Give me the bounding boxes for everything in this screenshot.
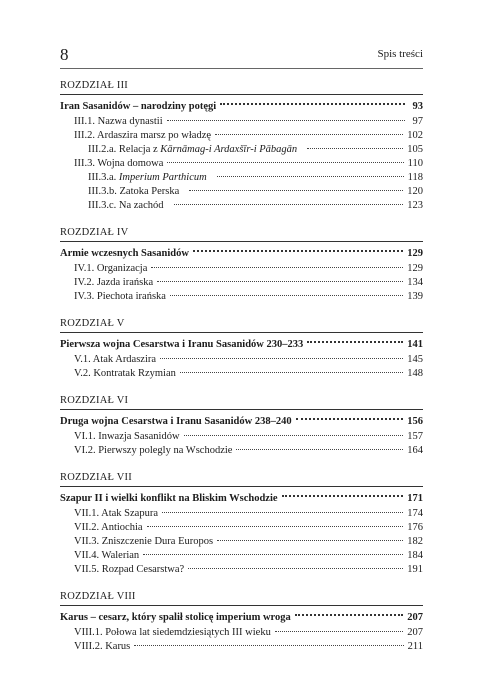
dot-leader bbox=[147, 526, 404, 527]
page-ref: 102 bbox=[407, 130, 423, 141]
page-ref: 156 bbox=[407, 416, 423, 427]
dot-leader bbox=[162, 512, 403, 513]
table-of-contents bbox=[60, 79, 423, 667]
toc-entry bbox=[60, 444, 423, 458]
page-ref: 157 bbox=[407, 431, 423, 442]
chapter-6 bbox=[60, 394, 423, 458]
chapter-rule bbox=[60, 605, 423, 606]
chapter-7 bbox=[60, 471, 423, 577]
dot-leader bbox=[151, 267, 403, 268]
entry-text: VII.4. Walerian bbox=[74, 550, 140, 561]
page-ref: 211 bbox=[407, 641, 423, 652]
chapter-title-row bbox=[60, 413, 423, 430]
page-ref: 176 bbox=[407, 522, 423, 533]
entry-text: III.3. Wojna domowa bbox=[74, 158, 164, 169]
chapter-4 bbox=[60, 226, 423, 304]
entry-text: IV.1. Organizacja bbox=[74, 263, 148, 274]
dot-leader bbox=[295, 614, 403, 616]
toc-entry bbox=[60, 199, 423, 213]
chapter-title-row bbox=[60, 609, 423, 626]
toc-entry bbox=[60, 262, 423, 276]
entry-text: VII.5. Rozpad Cesarstwa? bbox=[74, 564, 185, 575]
dot-leader bbox=[217, 540, 403, 541]
page-ref: 118 bbox=[407, 172, 423, 183]
toc-entry bbox=[60, 549, 423, 563]
toc-entry bbox=[60, 171, 423, 185]
dot-leader bbox=[307, 341, 403, 343]
entry-text: III.2. Ardaszira marsz po władzę bbox=[74, 130, 212, 141]
dot-leader bbox=[236, 449, 403, 450]
dot-leader bbox=[134, 645, 403, 646]
entry-text: V.1. Atak Ardaszira bbox=[74, 354, 157, 365]
chapter-title: Armie wczesnych Sasanidów bbox=[60, 248, 189, 259]
toc-entry bbox=[60, 521, 423, 535]
toc-entry bbox=[60, 129, 423, 143]
toc-entry bbox=[60, 157, 423, 171]
toc-entry bbox=[60, 143, 423, 157]
chapter-rule bbox=[60, 241, 423, 242]
toc-entry bbox=[60, 640, 423, 654]
page-ref: 145 bbox=[407, 354, 423, 365]
chapter-title: Druga wojna Cesarstwa i Iranu Sasanidów 238–240 bbox=[60, 416, 292, 427]
chapter-label: ROZDZIAŁ VII bbox=[60, 472, 132, 483]
chapter-label: ROZDZIAŁ V bbox=[60, 318, 125, 329]
page-ref: 123 bbox=[407, 200, 423, 211]
toc-entry bbox=[60, 367, 423, 381]
dot-leader bbox=[167, 120, 405, 121]
running-title: Spis treści bbox=[377, 48, 423, 60]
dot-leader bbox=[220, 103, 405, 105]
page-ref: 129 bbox=[407, 248, 423, 259]
dot-leader bbox=[167, 162, 403, 163]
entry-text: III.3.a. Imperium Parthicum bbox=[88, 172, 207, 183]
dot-leader bbox=[282, 495, 404, 497]
chapter-5 bbox=[60, 317, 423, 381]
page-ref: 171 bbox=[407, 493, 423, 504]
page-number: 8 bbox=[60, 45, 69, 64]
entry-text: VII.2. Antiochia bbox=[74, 522, 143, 533]
toc-entry bbox=[60, 563, 423, 577]
page-header bbox=[60, 45, 423, 67]
chapter-8 bbox=[60, 590, 423, 654]
dot-leader bbox=[180, 372, 403, 373]
page-ref: 182 bbox=[407, 536, 423, 547]
page-ref: 129 bbox=[407, 263, 423, 274]
dot-leader bbox=[170, 295, 403, 296]
entry-text: VI.1. Inwazja Sasanidów bbox=[74, 431, 180, 442]
page-ref: 148 bbox=[407, 368, 423, 379]
entry-text: VII.1. Atak Szapura bbox=[74, 508, 158, 519]
page-ref: 139 bbox=[407, 291, 423, 302]
page-ref: 105 bbox=[407, 144, 423, 155]
chapter-title: Karus – cesarz, który spalił stolicę imperium wroga bbox=[60, 612, 291, 623]
page-ref: 134 bbox=[407, 277, 423, 288]
chapter-title-row bbox=[60, 98, 423, 115]
toc-entry bbox=[60, 535, 423, 549]
header-rule bbox=[60, 68, 423, 69]
page-ref: 191 bbox=[407, 564, 423, 575]
page-ref: 141 bbox=[407, 339, 423, 350]
page-ref: 120 bbox=[407, 186, 423, 197]
toc-entry bbox=[60, 626, 423, 640]
dot-leader bbox=[275, 631, 403, 632]
page-ref: 207 bbox=[407, 627, 423, 638]
chapter-title-row bbox=[60, 490, 423, 507]
page-ref: 97 bbox=[412, 116, 423, 127]
chapter-label: ROZDZIAŁ VI bbox=[60, 395, 129, 406]
toc-entry bbox=[60, 353, 423, 367]
page-ref: 184 bbox=[407, 550, 423, 561]
dot-leader bbox=[189, 190, 403, 191]
dot-leader bbox=[184, 435, 404, 436]
entry-text: VIII.2. Karus bbox=[74, 641, 131, 652]
entry-text: IV.2. Jazda irańska bbox=[74, 277, 154, 288]
page-ref: 110 bbox=[407, 158, 423, 169]
dot-leader bbox=[160, 358, 403, 359]
chapter-title-row bbox=[60, 245, 423, 262]
entry-text: VII.3. Zniszczenie Dura Europos bbox=[74, 536, 214, 547]
page-ref: 93 bbox=[412, 101, 423, 112]
chapter-label: ROZDZIAŁ IV bbox=[60, 227, 129, 238]
chapter-3 bbox=[60, 79, 423, 213]
page-ref: 207 bbox=[407, 612, 423, 623]
chapter-rule bbox=[60, 486, 423, 487]
toc-entry bbox=[60, 276, 423, 290]
entry-text: VI.2. Pierwszy polegly na Wschodzie bbox=[74, 445, 233, 456]
dot-leader bbox=[188, 568, 403, 569]
chapter-title: Pierwsza wojna Cesarstwa i Iranu Sasanidów 230–233 bbox=[60, 339, 304, 350]
chapter-rule bbox=[60, 332, 423, 333]
entry-text: III.3.b. Zatoka Perska bbox=[88, 186, 180, 197]
entry-text: IV.3. Piechota irańska bbox=[74, 291, 166, 302]
entry-text: VIII.1. Połowa lat siedemdziesiątych III wieku bbox=[74, 627, 271, 638]
toc-entry bbox=[60, 115, 423, 129]
entry-text: III.3.c. Na zachód bbox=[88, 200, 164, 211]
toc-entry bbox=[60, 290, 423, 304]
chapter-label: ROZDZIAŁ III bbox=[60, 80, 129, 91]
chapter-title: Iran Sasanidów – narodziny potęgi bbox=[60, 101, 217, 112]
toc-entry bbox=[60, 185, 423, 199]
dot-leader bbox=[296, 418, 404, 420]
dot-leader bbox=[157, 281, 403, 282]
dot-leader bbox=[143, 554, 403, 555]
dot-leader bbox=[215, 134, 403, 135]
page-ref: 174 bbox=[407, 508, 423, 519]
entry-text: V.2. Kontratak Rzymian bbox=[74, 368, 176, 379]
dot-leader bbox=[307, 148, 403, 149]
toc-entry bbox=[60, 430, 423, 444]
toc-entry bbox=[60, 507, 423, 521]
chapter-rule bbox=[60, 409, 423, 410]
dot-leader bbox=[193, 250, 403, 252]
page-ref: 164 bbox=[407, 445, 423, 456]
chapter-title-row bbox=[60, 336, 423, 353]
entry-text: III.1. Nazwa dynastii bbox=[74, 116, 163, 127]
chapter-label: ROZDZIAŁ VIII bbox=[60, 591, 136, 602]
dot-leader bbox=[174, 204, 404, 205]
chapter-title: Szapur II i wielki konflikt na Bliskim Wschodzie bbox=[60, 493, 278, 504]
chapter-rule bbox=[60, 94, 423, 95]
dot-leader bbox=[217, 176, 404, 177]
entry-text: III.2.a. Relacja z Kārnāmag-i Ardaxšīr-i Pābagān bbox=[88, 144, 298, 155]
